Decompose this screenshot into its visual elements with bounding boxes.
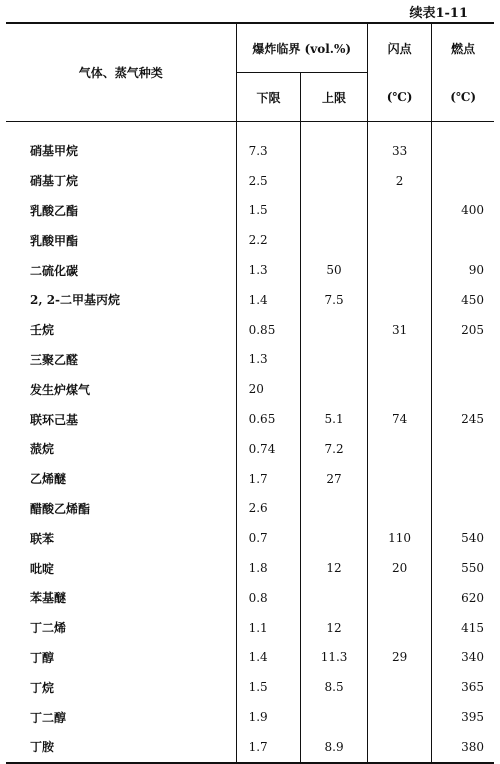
cell-ignition-point: 400 [432,196,494,226]
table-row [6,374,494,404]
cell-ignition-point: 415 [432,613,494,643]
cell-gas-name: 发生炉煤气 [30,382,91,397]
table-row [6,643,494,673]
cell-ignition-point: 620 [432,583,494,613]
cell-lower-limit: 0.74 [236,434,301,464]
cell-upper-limit: 8.9 [301,732,368,763]
table-row [6,464,494,494]
cell-flash-point: 33 [367,122,432,166]
header-explosion-limit: 爆炸临界 (vol.%) [236,23,367,73]
cell-lower-limit: 2.6 [236,494,301,524]
cell-gas-name: 丁烷 [30,680,55,695]
cell-upper-limit: 5.1 [301,404,368,434]
cell-upper-limit: 50 [301,255,368,285]
cell-lower-limit: 2.2 [236,225,301,255]
cell-upper-limit [301,345,368,375]
cell-flash-point [367,613,432,643]
cell-flash-point [367,672,432,702]
table-row [6,285,494,315]
cell-upper-limit: 8.5 [301,672,368,702]
cell-flash-point [367,434,432,464]
cell-flash-point: 110 [367,523,432,553]
cell-gas-name: 丁二醇 [30,710,67,725]
cell-gas-name: 醋酸乙烯酯 [30,501,91,516]
cell-lower-limit: 1.1 [236,613,301,643]
cell-ignition-point [432,494,494,524]
cell-lower-limit: 1.8 [236,553,301,583]
cell-ignition-point: 450 [432,285,494,315]
header-gas-type: 气体、蒸气种类 [6,23,236,122]
cell-flash-point [367,285,432,315]
cell-lower-limit: 20 [236,374,301,404]
cell-flash-point [367,732,432,763]
cell-upper-limit [301,122,368,166]
table-row [6,404,494,434]
cell-flash-point [367,225,432,255]
table-row [6,553,494,583]
cell-lower-limit: 1.9 [236,702,301,732]
table-row [6,732,494,763]
header-ignition-point: 燃点 [432,23,494,73]
cell-gas-name: 三聚乙醛 [30,352,79,367]
cell-ignition-point: 380 [432,732,494,763]
cell-upper-limit [301,225,368,255]
cell-ignition-point: 205 [432,315,494,345]
cell-lower-limit: 0.7 [236,523,301,553]
table-row [6,672,494,702]
table-row [6,523,494,553]
header-flash-point: 闪点 [367,23,432,73]
cell-ignition-point: 540 [432,523,494,553]
cell-lower-limit: 1.3 [236,345,301,375]
header-ignition-unit: (℃) [432,73,494,122]
cell-gas-name: 丁醇 [30,650,55,665]
table-row [6,345,494,375]
cell-ignition-point: 90 [432,255,494,285]
cell-lower-limit: 1.7 [236,464,301,494]
cell-upper-limit [301,523,368,553]
cell-upper-limit [301,196,368,226]
cell-flash-point: 31 [367,315,432,345]
cell-ignition-point [432,434,494,464]
cell-upper-limit: 12 [301,553,368,583]
cell-lower-limit: 1.5 [236,672,301,702]
cell-gas-name: 联环己基 [30,412,79,427]
cell-lower-limit: 1.3 [236,255,301,285]
cell-upper-limit: 12 [301,613,368,643]
header-upper-limit: 上限 [301,73,368,122]
cell-ignition-point [432,166,494,196]
cell-gas-name: 吡啶 [30,561,55,576]
table-row [6,122,494,166]
cell-lower-limit: 7.3 [236,122,301,166]
cell-upper-limit: 7.2 [301,434,368,464]
cell-upper-limit [301,315,368,345]
table-row [6,613,494,643]
cell-gas-name: 硝基丁烷 [30,174,79,189]
cell-gas-name: 乳酸甲酯 [30,233,79,248]
cell-ignition-point: 245 [432,404,494,434]
cell-ignition-point: 550 [432,553,494,583]
cell-gas-name: 丁胺 [6,732,236,763]
table-row [6,196,494,226]
cell-gas-name: 乙烯醚 [30,472,67,487]
cell-flash-point: 20 [367,553,432,583]
cell-ignition-point: 340 [432,643,494,673]
header-flash-unit: (℃) [367,73,432,122]
cell-ignition-point [432,464,494,494]
cell-flash-point [367,345,432,375]
table-row [6,255,494,285]
cell-gas-name: 苯基醚 [30,591,67,606]
cell-lower-limit: 0.65 [236,404,301,434]
cell-flash-point [367,374,432,404]
cell-lower-limit: 1.5 [236,196,301,226]
cell-gas-name: 壬烷 [30,323,55,338]
table-body [6,122,494,763]
cell-upper-limit [301,494,368,524]
cell-ignition-point [432,122,494,166]
cell-upper-limit: 11.3 [301,643,368,673]
cell-upper-limit [301,166,368,196]
cell-flash-point [367,583,432,613]
cell-gas-name: 蒎烷 [30,442,55,457]
cell-flash-point [367,196,432,226]
header-lower-limit: 下限 [236,73,301,122]
cell-upper-limit: 27 [301,464,368,494]
cell-upper-limit: 7.5 [301,285,368,315]
cell-ignition-point: 365 [432,672,494,702]
cell-lower-limit: 0.85 [236,315,301,345]
cell-gas-name: 乳酸乙酯 [30,203,79,218]
table-header [6,23,494,122]
cell-ignition-point: 395 [432,702,494,732]
table-row [6,434,494,464]
cell-flash-point [367,494,432,524]
cell-flash-point [367,464,432,494]
table-row [6,494,494,524]
cell-ignition-point [432,374,494,404]
cell-upper-limit [301,583,368,613]
table-row [6,166,494,196]
cell-lower-limit: 1.4 [236,643,301,673]
cell-ignition-point [432,225,494,255]
table-row [6,702,494,732]
cell-gas-name: 二硫化碳 [30,263,79,278]
cell-lower-limit: 1.4 [236,285,301,315]
cell-flash-point [367,702,432,732]
table-row [6,315,494,345]
cell-lower-limit: 0.8 [236,583,301,613]
cell-gas-name: 丁二烯 [30,621,67,636]
cell-lower-limit: 1.7 [236,732,301,763]
gas-explosion-table [6,22,494,764]
cell-flash-point: 29 [367,643,432,673]
table-row [6,583,494,613]
cell-lower-limit: 2.5 [236,166,301,196]
cell-upper-limit [301,374,368,404]
table-row [6,225,494,255]
cell-ignition-point [432,345,494,375]
table-caption: 续表1-11 [409,6,468,21]
cell-flash-point [367,255,432,285]
cell-upper-limit [301,702,368,732]
cell-gas-name: 2, 2-二甲基丙烷 [30,293,121,308]
cell-flash-point: 2 [367,166,432,196]
cell-gas-name: 硝基甲烷 [30,144,79,159]
cell-gas-name: 联苯 [30,531,55,546]
cell-flash-point: 74 [367,404,432,434]
